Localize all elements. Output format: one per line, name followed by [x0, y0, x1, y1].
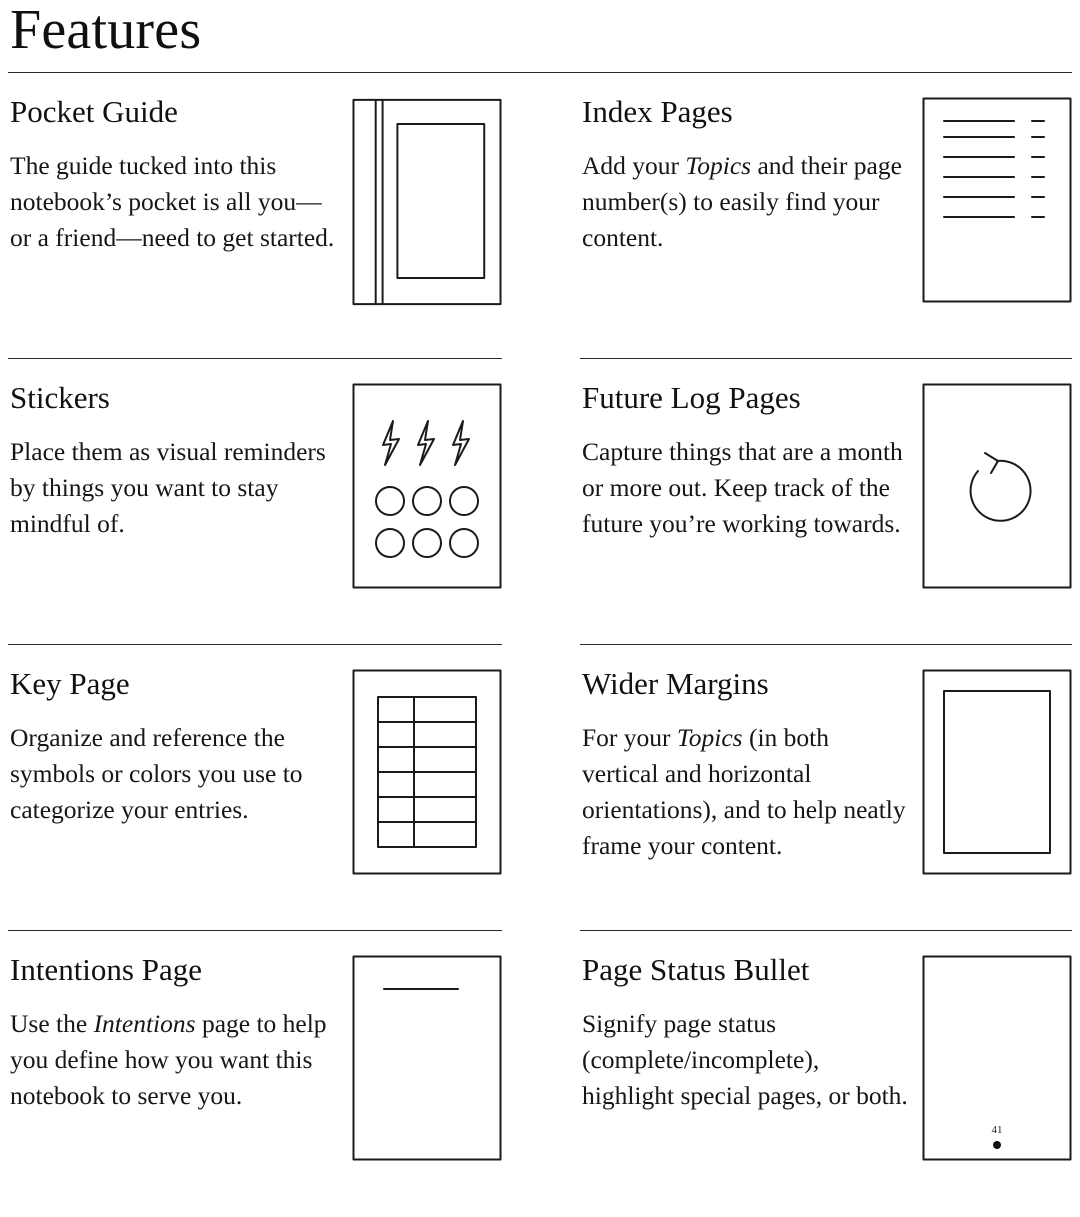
feature-cell-key-page [8, 645, 540, 931]
feature-title: Wider Margins [582, 666, 769, 701]
notebook-with-pocket-icon [352, 95, 502, 307]
feature-description: The guide tucked into this notebook’s pocket is all you—or a friend—need to get started. [10, 150, 335, 253]
feature-text [580, 667, 910, 865]
feature-cell-intentions-page [8, 931, 540, 1217]
feature-description: For your Topics (in both vertical and horizontal orientations), and to help neatly frame your content. [582, 722, 906, 861]
feature-text [8, 381, 338, 542]
feature-description: Use the Intentions page to help you define how you want this notebook to serve you. [10, 1008, 327, 1111]
feature-title: Key Page [10, 666, 130, 701]
feature-description: Place them as visual reminders by things you want to stay mindful of. [10, 436, 326, 539]
page-with-margin-frame-icon [922, 667, 1072, 875]
feature-text [8, 953, 338, 1114]
feature-title: Intentions Page [10, 952, 202, 987]
page-number-label: 41 [991, 1124, 1003, 1136]
key-table-page-icon [352, 667, 502, 875]
feature-cell-page-status-bullet [540, 931, 1072, 1217]
feature-text [580, 381, 910, 542]
feature-cell-stickers [8, 359, 540, 645]
feature-description: Signify page status (complete/incomplete), highlight special pages, or both. [582, 1008, 908, 1111]
feature-title: Future Log Pages [582, 380, 801, 415]
circular-arrow-icon [922, 381, 1072, 589]
feature-description: Organize and reference the symbols or colors you use to categorize your entries. [10, 722, 303, 825]
page-with-heading-rule-icon [352, 953, 502, 1161]
page-title: Features [10, 0, 202, 61]
feature-title: Pocket Guide [10, 94, 178, 129]
feature-cell-wider-margins [540, 645, 1072, 931]
feature-title: Stickers [10, 380, 110, 415]
feature-cell-pocket-guide [8, 73, 540, 359]
feature-description: Add your Topics and their page number(s) to easily find your content. [582, 150, 902, 253]
feature-text [580, 953, 910, 1114]
feature-description: Capture things that are a month or more out. Keep track of the future you’re working towards. [582, 436, 903, 539]
feature-text [8, 667, 338, 828]
feature-cell-future-log-pages [540, 359, 1072, 645]
feature-text [580, 95, 910, 256]
feature-cell-index-pages [540, 73, 1072, 359]
sticker-sheet-icon [352, 381, 502, 589]
feature-title: Index Pages [582, 94, 733, 129]
feature-title: Page Status Bullet [582, 952, 810, 987]
page-with-status-bullet-icon [922, 953, 1072, 1161]
feature-text [8, 95, 338, 256]
features-grid [8, 73, 1072, 1217]
index-lines-page-icon [922, 95, 1072, 303]
